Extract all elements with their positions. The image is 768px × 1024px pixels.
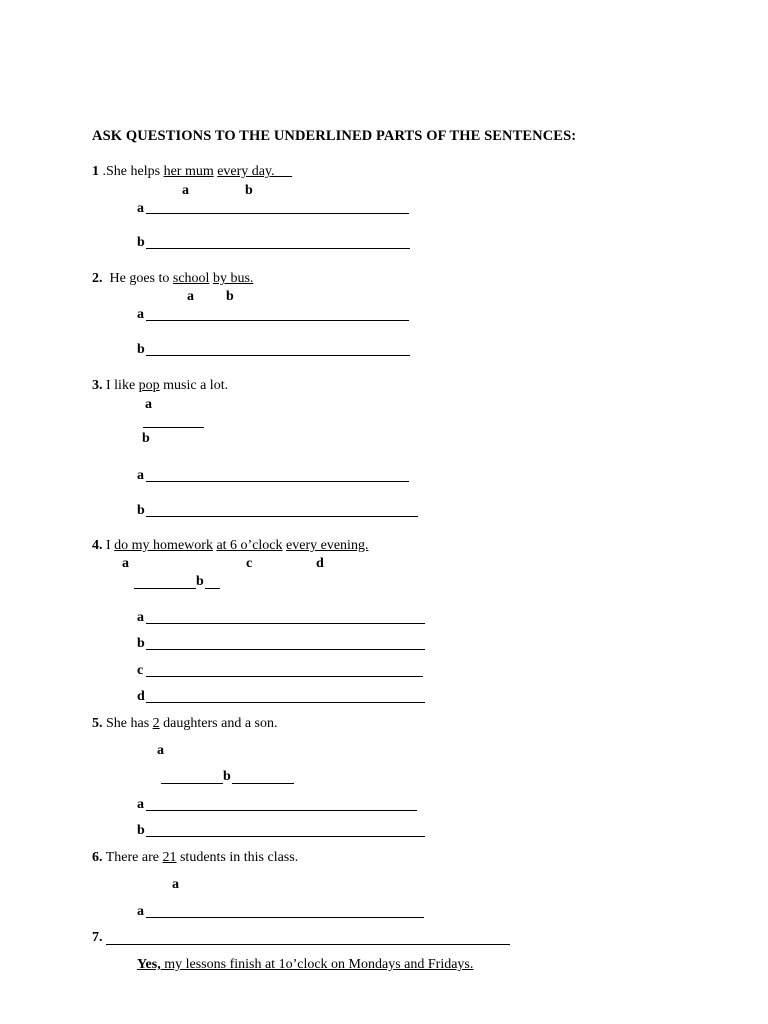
- underlined-part-a: school: [172, 271, 210, 286]
- question-number: 2.: [92, 271, 103, 286]
- question-number: 3.: [92, 378, 103, 393]
- question-3-sentence: [92, 378, 228, 394]
- answer-line-6a[interactable]: [146, 917, 424, 918]
- sentence-text: He goes to: [102, 271, 173, 286]
- sentence-text: students in this class.: [176, 850, 299, 865]
- underlined-part-a: do my homework: [114, 538, 213, 553]
- answer-label-a: a: [137, 468, 144, 483]
- answer-label-c: c: [137, 663, 144, 678]
- sentence-text: There are: [102, 850, 163, 865]
- answer-label-b: b: [137, 503, 145, 518]
- trailing-underline: [275, 164, 293, 179]
- underlined-part-c: every evening.: [286, 538, 369, 553]
- marker-b: b: [226, 289, 234, 304]
- marker-a: a: [172, 877, 179, 892]
- answer-text: my lessons finish at 1o’clock on Mondays and Fridays.: [160, 957, 474, 972]
- underline-segment: [232, 783, 294, 784]
- worksheet-title: ASK QUESTIONS TO THE UNDERLINED PARTS OF THE SENTENCES:: [92, 128, 577, 144]
- question-6-sentence: [92, 850, 298, 866]
- underlined-part-a: 2: [152, 716, 160, 731]
- answer-label-b: b: [137, 235, 145, 250]
- question-7-answer: [137, 957, 473, 973]
- underline-segment: [161, 783, 223, 784]
- underlined-part-a: her mum: [163, 164, 214, 179]
- answer-label-a: a: [137, 904, 144, 919]
- underlined-part-a: pop: [138, 378, 160, 393]
- answer-line-7[interactable]: [106, 944, 510, 945]
- answer-line-4c[interactable]: [146, 676, 423, 677]
- answer-label-a: a: [137, 610, 144, 625]
- answer-label-b: b: [137, 636, 145, 651]
- sentence-text: .She helps: [99, 164, 164, 179]
- question-number: 4.: [92, 538, 103, 553]
- underlined-part-b: by bus.: [212, 271, 254, 286]
- sentence-text: She has: [102, 716, 153, 731]
- marker-c: c: [246, 556, 253, 571]
- marker-b: b: [245, 183, 253, 198]
- underline-segment: [134, 588, 196, 589]
- answer-label-a: a: [137, 307, 144, 322]
- question-number: 5.: [92, 716, 103, 731]
- answer-line-5b[interactable]: [146, 836, 425, 837]
- answer-label-b: b: [137, 342, 145, 357]
- answer-label-b: b: [137, 823, 145, 838]
- answer-label-a: a: [137, 201, 144, 216]
- marker-a: a: [187, 289, 194, 304]
- question-2-sentence: [92, 271, 253, 287]
- answer-line-2a[interactable]: [146, 320, 409, 321]
- question-number: 1: [92, 164, 99, 179]
- question-4-sentence: [92, 538, 368, 554]
- answer-line-5a[interactable]: [146, 810, 417, 811]
- marker-a: a: [145, 397, 152, 412]
- marker-b: b: [142, 431, 150, 446]
- underline-segment: [143, 427, 204, 428]
- marker-a: a: [157, 743, 164, 758]
- answer-label-d: d: [137, 689, 145, 704]
- underline-segment: [205, 588, 220, 589]
- answer-line-1b[interactable]: [146, 248, 410, 249]
- answer-line-3a[interactable]: [146, 481, 409, 482]
- question-number: 6.: [92, 850, 103, 865]
- sentence-text: I: [102, 538, 115, 553]
- answer-line-2b[interactable]: [146, 355, 410, 356]
- marker-b: b: [223, 769, 231, 784]
- marker-a: a: [182, 183, 189, 198]
- underlined-part-b: at 6 o’clock: [216, 538, 283, 553]
- underlined-part-a: 21: [162, 850, 177, 865]
- sentence-text: music a lot.: [159, 378, 229, 393]
- question-5-sentence: [92, 716, 277, 732]
- marker-a: a: [122, 556, 129, 571]
- answer-line-1a[interactable]: [146, 213, 409, 214]
- answer-yes: Yes,: [137, 957, 161, 972]
- question-1-sentence: [92, 164, 292, 180]
- answer-line-4d[interactable]: [146, 702, 425, 703]
- answer-line-3b[interactable]: [146, 516, 418, 517]
- answer-line-4b[interactable]: [146, 649, 425, 650]
- sentence-text: I like: [102, 378, 139, 393]
- answer-label-a: a: [137, 797, 144, 812]
- marker-b: b: [196, 574, 204, 589]
- answer-line-4a[interactable]: [146, 623, 425, 624]
- marker-d: d: [316, 556, 324, 571]
- question-number: 7.: [92, 930, 103, 945]
- underlined-part-b: every day.: [217, 164, 275, 179]
- sentence-text: daughters and a son.: [159, 716, 278, 731]
